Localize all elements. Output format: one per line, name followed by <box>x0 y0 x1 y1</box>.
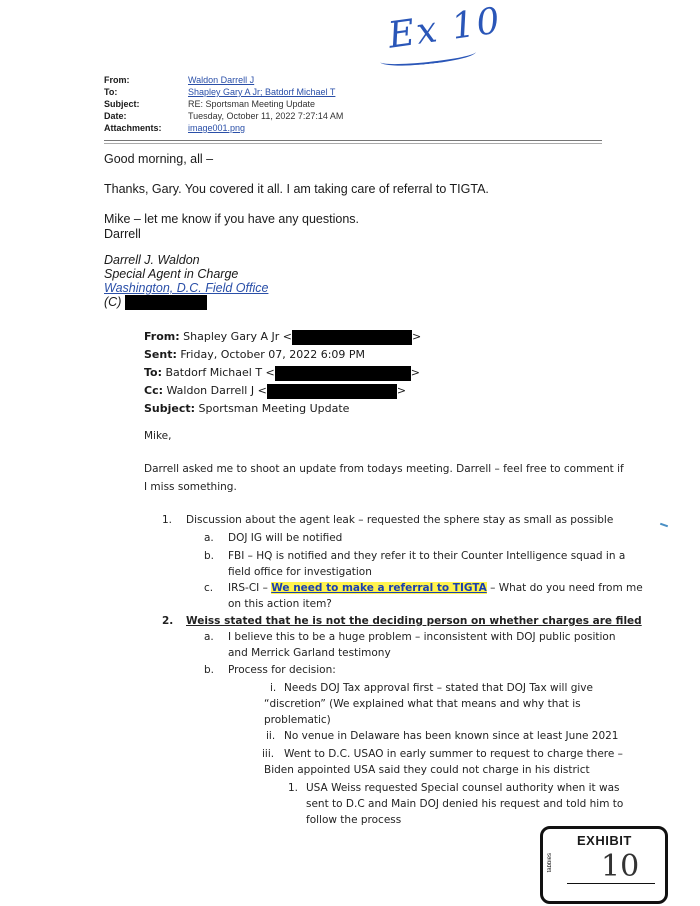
redaction-box <box>292 330 412 345</box>
list-letter: c. <box>204 582 214 594</box>
list-item: No venue in Delaware has been known since at least June 2021 <box>284 730 619 742</box>
scan-mark <box>660 523 668 528</box>
fwd-cc-value: Waldon Darrell J < <box>166 384 267 397</box>
list-item: Discussion about the agent leak – requested the sphere stay as small as possible <box>186 514 614 526</box>
list-letter: a. <box>204 532 214 544</box>
handwritten-exhibit-mark: Ex 10 <box>385 0 505 57</box>
fwd-close-bracket: > <box>411 330 422 343</box>
fwd-close-bracket: > <box>410 366 420 379</box>
list-item-continued: on this action item? <box>228 598 332 610</box>
from-value[interactable]: Waldon Darrell J <box>188 75 255 85</box>
list-item: FBI – HQ is notified and they refer it to their Counter Intelligence squad in a <box>228 550 626 562</box>
signature-phone-prefix: (C) <box>104 295 122 309</box>
list-number: 1. <box>162 514 173 526</box>
list-item: I believe this to be a huge problem – inconsistent with DOJ public position <box>228 631 616 643</box>
redaction-box <box>125 295 207 310</box>
reply-line-2: Mike – let me know if you have any questions. <box>104 212 359 226</box>
fwd-subject-label: Subject: <box>144 402 196 415</box>
sticker-brand: tabbies <box>547 853 553 873</box>
to-label: To: <box>104 87 118 97</box>
fwd-close-bracket: > <box>396 384 407 397</box>
list-letter: b. <box>204 664 215 676</box>
fwd-subject-value: Sportsman Meeting Update <box>198 402 350 415</box>
fwd-sent-value: Friday, October 07, 2022 6:09 PM <box>180 348 366 361</box>
exhibit-sticker <box>540 826 668 904</box>
message-salutation: Mike, <box>144 430 172 442</box>
message-intro-line-1: Darrell asked me to shoot an update from todays meeting. Darrell – feel free to comment if <box>144 463 624 475</box>
list-item-continued: sent to D.C and Main DOJ denied his request and told him to <box>306 798 624 810</box>
redaction-box <box>275 366 411 381</box>
fwd-sent-label: Sent: <box>144 348 177 361</box>
list-item-continued: follow the process <box>306 814 402 826</box>
email-header <box>104 74 343 134</box>
fwd-to-label: To: <box>144 366 162 379</box>
message-intro-line-2: I miss something. <box>144 481 237 493</box>
list-item-suffix: – What do you need from me <box>486 582 643 594</box>
fwd-to-value: Batdorf Michael T < <box>165 366 275 379</box>
list-item: Went to D.C. USAO in early summer to request to charge there – <box>284 748 623 760</box>
subject-label: Subject: <box>104 99 140 109</box>
attachment-link[interactable]: image001.png <box>188 123 246 133</box>
list-item: DOJ IG will be notified <box>228 532 343 544</box>
list-item-continued: Biden appointed USA said they could not charge in his district <box>264 764 590 776</box>
header-divider-secondary <box>104 143 602 144</box>
redaction-box <box>267 384 397 399</box>
exhibit-number-line <box>567 883 655 884</box>
list-letter: a. <box>204 631 214 643</box>
exhibit-number: 10 <box>601 849 640 884</box>
fwd-cc-label: Cc: <box>144 384 163 397</box>
highlighted-text: We need to make a referral to TIGTA <box>271 582 487 594</box>
date-label: Date: <box>104 111 127 121</box>
attachments-label: Attachments: <box>104 123 162 133</box>
reply-line-1: Thanks, Gary. You covered it all. I am taking care of referral to TIGTA. <box>104 182 489 196</box>
list-item-continued: field office for investigation <box>228 566 372 578</box>
from-label: From: <box>104 75 130 85</box>
list-roman: ii. <box>266 730 276 742</box>
list-item-continued: and Merrick Garland testimony <box>228 647 391 659</box>
header-divider <box>104 140 602 141</box>
reply-signoff: Darrell <box>104 227 141 241</box>
list-number: 1. <box>288 782 299 794</box>
reply-greeting: Good morning, all – <box>104 152 214 166</box>
list-roman: iii. <box>262 748 275 760</box>
subject-value: RE: Sportsman Meeting Update <box>188 99 316 109</box>
list-number: 2. <box>162 615 174 627</box>
list-roman: i. <box>270 682 277 694</box>
list-item-bold: Weiss stated that he is not the deciding person on whether charges are filed <box>186 615 642 627</box>
date-value: Tuesday, October 11, 2022 7:27:14 AM <box>188 111 344 121</box>
list-item: Needs DOJ Tax approval first – stated that DOJ Tax will give <box>284 682 593 694</box>
exhibit-sticker-title: EXHIBIT <box>577 833 632 848</box>
to-value[interactable]: Shapley Gary A Jr; Batdorf Michael T <box>188 87 336 97</box>
list-item: Process for decision: <box>228 664 336 676</box>
fwd-from-value: Shapley Gary A Jr < <box>183 330 292 343</box>
fwd-from-label: From: <box>144 330 180 343</box>
list-item-continued: problematic) <box>264 714 331 726</box>
list-item-prefix: IRS-CI – <box>228 582 272 594</box>
signature-name: Darrell J. Waldon <box>104 253 200 267</box>
signature-title: Special Agent in Charge <box>104 267 239 281</box>
signature-office[interactable]: Washington, D.C. Field Office <box>104 281 269 295</box>
forwarded-header <box>144 328 421 418</box>
signature-block <box>104 253 268 310</box>
list-item: USA Weiss requested Special counsel authority when it was <box>306 782 620 794</box>
list-item-continued: “discretion” (We explained what that means and why that is <box>264 698 581 710</box>
list-letter: b. <box>204 550 215 562</box>
